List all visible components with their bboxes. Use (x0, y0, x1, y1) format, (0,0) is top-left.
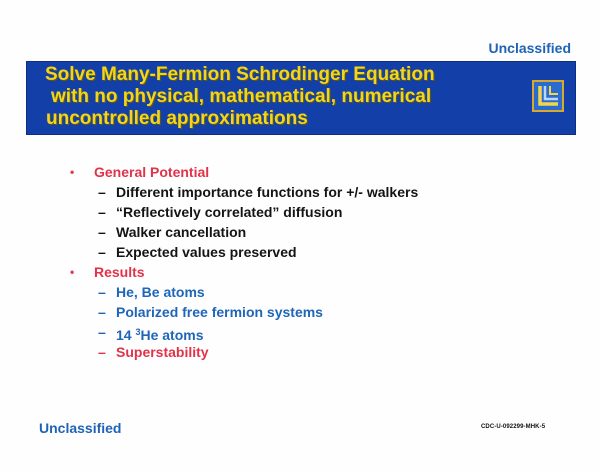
sub-item (70, 222, 570, 242)
sub-item (70, 302, 570, 322)
bullet-heading: General Potential (94, 164, 210, 180)
sub-item (70, 182, 570, 202)
sub-item-text: “Reflectively correlated” diffusion (116, 204, 343, 220)
sub-item (70, 342, 570, 362)
sub-item-text: Superstability (116, 344, 209, 360)
sub-item (70, 322, 570, 342)
title-line-2: with no physical, mathematical, numerical (51, 86, 432, 107)
dash-icon: – (98, 324, 106, 340)
sub-item (70, 242, 570, 262)
bullet-dot-icon: • (70, 265, 75, 279)
laboratory-logo-icon (532, 80, 564, 112)
sub-item (70, 202, 570, 222)
dash-icon: – (98, 204, 106, 220)
dash-icon: – (98, 224, 106, 240)
sub-item-text: Different importance functions for +/- walkers (116, 184, 419, 200)
document-id: CDC-U-092299-MHK-5 (481, 424, 546, 430)
sub-item-text: Expected values preserved (116, 244, 297, 260)
dash-icon: – (98, 284, 106, 300)
sub-item-text: He, Be atoms (116, 284, 205, 300)
dash-icon: – (98, 344, 106, 360)
sub-item-text: Polarized free fermion systems (116, 304, 323, 320)
title-line-1: Solve Many-Fermion Schrodinger Equation (45, 64, 435, 85)
sub-item-text: Walker cancellation (116, 224, 247, 240)
bullet-dot-icon: • (70, 165, 75, 179)
dash-icon: – (98, 304, 106, 320)
he3-prefix: 14 (116, 327, 136, 343)
sub-item (70, 282, 570, 302)
dash-icon: – (98, 244, 106, 260)
title-banner (26, 61, 576, 135)
he3-suffix: He atoms (140, 327, 204, 343)
dash-icon: – (98, 184, 106, 200)
he3-superscript: 3 (135, 327, 141, 337)
bullet-heading: Results (94, 264, 145, 280)
bullet-general-potential (70, 162, 570, 182)
bullet-results (70, 262, 570, 282)
classification-header: Unclassified (488, 40, 571, 56)
slide-title (45, 64, 435, 130)
bullet-content (70, 162, 570, 362)
classification-footer: Unclassified (39, 420, 122, 436)
title-line-3: uncontrolled approximations (46, 108, 308, 129)
